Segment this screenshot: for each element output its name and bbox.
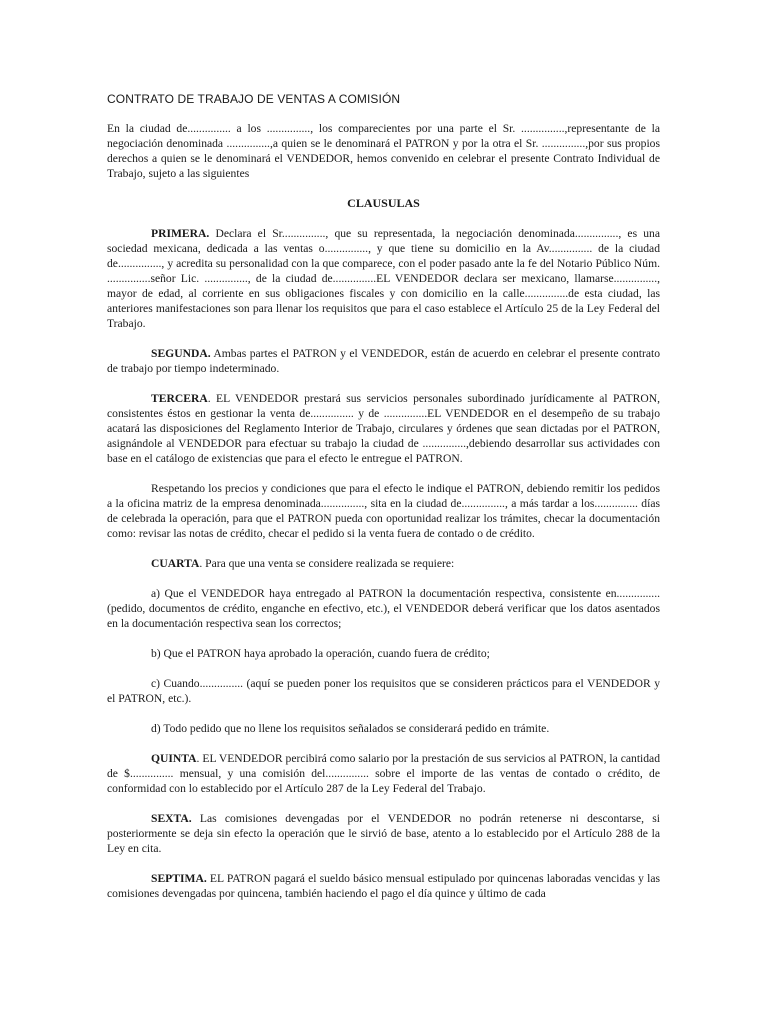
clause-text: Las comisiones devengadas por el VENDEDOR no podrán retenerse ni descontarse, si posteriormente se deja sin efecto la operación que le sirvió de base, atento a lo establecido por el Artículo 288 de la Ley en cita. — [107, 812, 660, 855]
paragraph-respetando: Respetando los precios y condiciones que para el efecto le indique el PATRON, debiendo remitir los pedidos a la oficina matriz de la empresa denominada..............., sita en la ciudad de..............., a más tardar a los............... días de celebrada la operación, para que el PATRON pueda con oportunidad realizar los trámites, checar la documentación como: revisar las notas de crédito, checar el pedido si la venta fuera de contado o de crédito. — [107, 482, 660, 540]
clause-sexta — [107, 811, 660, 856]
clause-septima — [107, 871, 660, 901]
clause-label: SEGUNDA. — [151, 347, 211, 360]
intro-paragraph: En la ciudad de............... a los ..............., los comparecientes por una parte el Sr. ...............,representante de la negociación denominada ...............,a quien se le denominará el PATRON y por la otra el Sr. ...............,por sus propios derechos a quien se le denominará el VENDEDOR, hemos convenido en celebrar el presente Contrato Individual de Trabajo, sujeto a las siguientes — [107, 122, 660, 180]
clause-label: SEXTA. — [151, 812, 192, 825]
clause-text: . EL VENDEDOR prestará sus servicios personales subordinado jurídicamente al PATRON, consistentes éstos en gestionar la venta de............... y de ...............EL VENDEDOR en el desempeño de su trabajo acatará las disposiciones del Reglamento Interior de Trabajo, circulares y órdenes que sean dictadas por el PATRON, asignándole al VENDEDOR para efectuar su trabajo la ciudad de ...............,debiendo desarrollar sus actividades con base en el catálogo de existencias que para el efecto le entregue el PATRON. — [107, 392, 660, 465]
clause-segunda — [107, 346, 660, 376]
clause-quinta — [107, 751, 660, 796]
clause-text: . EL VENDEDOR percibirá como salario por la prestación de sus servicios al PATRON, la cantidad de $............... mensual, y una comisión del............... sobre el importe de las ventas de contado o crédito, de conformidad con lo establecido por el Artículo 287 de la Ley Federal del Trabajo. — [107, 752, 660, 795]
subclause-d: d) Todo pedido que no llene los requisitos señalados se considerará pedido en trámite. — [151, 722, 550, 735]
clause-label: PRIMERA. — [151, 227, 210, 240]
clause-cuarta — [107, 556, 660, 571]
clause-text: EL PATRON pagará el sueldo básico mensual estipulado por quincenas laboradas vencidas y las comisiones devengadas por quincena, también haciendo el pago el día quince y último de cada — [107, 872, 660, 900]
clause-text: . Para que una venta se considere realizada se requiere: — [199, 557, 455, 570]
document-title: CONTRATO DE TRABAJO DE VENTAS A COMISIÓN — [107, 92, 401, 106]
clause-label: QUINTA — [151, 752, 197, 765]
subclause-a: a) Que el VENDEDOR haya entregado al PATRON la documentación respectiva, consistente en............... (pedido, documentos de crédito, enganche en efectivo, etc.), el VENDEDOR deberá verificar que los datos asentados en la documentación respectiva sean los correctos; — [107, 587, 660, 630]
subclause-b: b) Que el PATRON haya aprobado la operación, cuando fuera de crédito; — [151, 647, 490, 660]
clause-primera — [107, 226, 660, 331]
clause-text: Declara el Sr..............., que su representada, la negociación denominada..............., es una sociedad mexicana, dedicada a las ventas o..............., y que tiene su domicilio en la Av............... de la ciudad de..............., y acredita su personalidad con la que comparece, con el poder pasado ante la fe del Notario Público Núm. ...............señor Lic. ..............., de la ciudad de...............EL VENDEDOR declara ser mexicano, llamarse..............., mayor de edad, al corriente en sus obligaciones fiscales y con domicilio en la calle...............de esta ciudad, las anteriores manifestaciones son para llenar los requisitos que para el caso establece el Artículo 25 de la Ley Federal del Trabajo. — [107, 227, 660, 330]
clause-label: CUARTA — [151, 557, 200, 570]
clause-text: Ambas partes el PATRON y el VENDEDOR, están de acuerdo en celebrar el presente contrato de trabajo por tiempo indeterminado. — [107, 347, 660, 375]
clauses-heading: CLAUSULAS — [347, 196, 420, 210]
subclause-c: c) Cuando............... (aquí se pueden poner los requisitos que se consideren prácticos para el VENDEDOR y el PATRON, etc.). — [107, 677, 660, 705]
clause-label: TERCERA — [151, 392, 208, 405]
document-page — [107, 92, 660, 916]
clause-tercera — [107, 391, 660, 466]
clause-label: SEPTIMA. — [151, 872, 207, 885]
